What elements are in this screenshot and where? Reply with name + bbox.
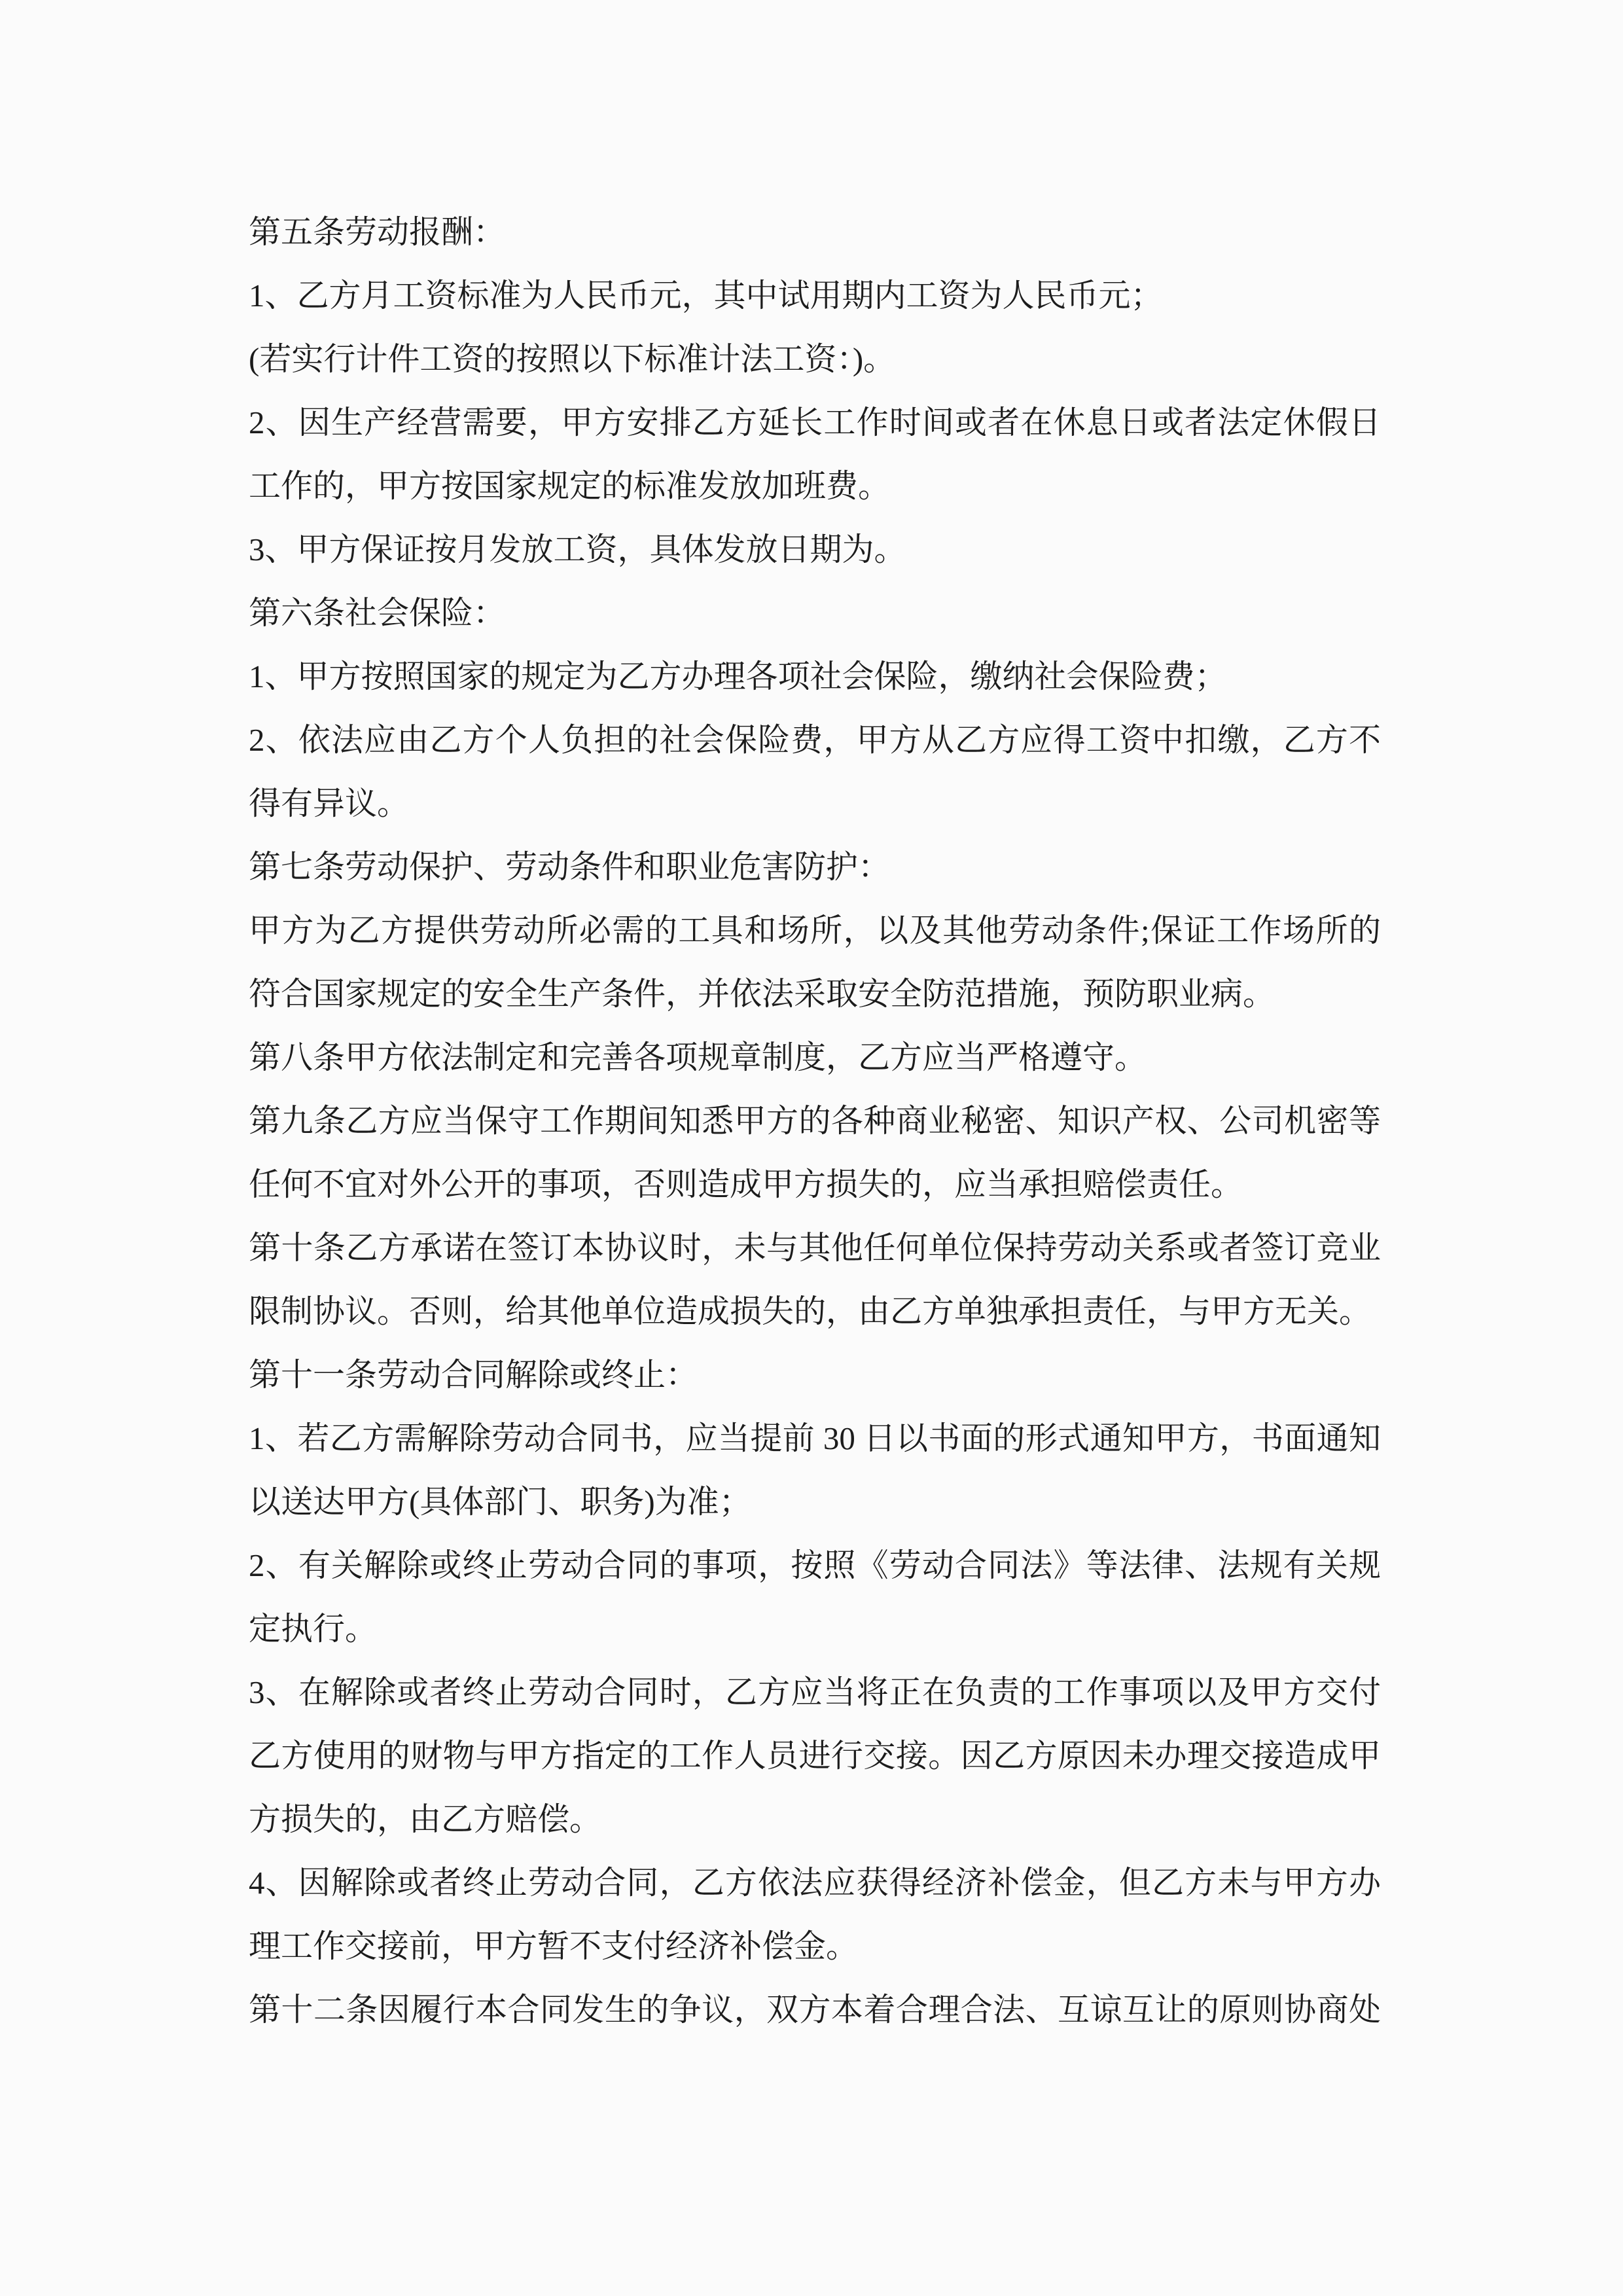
text-line: 2、有关解除或终止劳动合同的事项，按照《劳动合同法》等法律、法规有关规 bbox=[249, 1547, 1381, 1583]
text-line: 限制协议。否则，给其他单位造成损失的，由乙方单独承担责任，与甲方无关。 bbox=[249, 1293, 1372, 1329]
text-line: 第十一条劳动合同解除或终止： bbox=[249, 1357, 698, 1393]
text-line: 第七条劳动保护、劳动条件和职业危害防护： bbox=[249, 849, 891, 885]
text-line: 理工作交接前，甲方暂不支付经济补偿金。 bbox=[249, 1928, 859, 1964]
text-line: 第十条乙方承诺在签订本协议时，未与其他任何单位保持劳动关系或者签订竞业 bbox=[249, 1230, 1381, 1266]
text-line: 1、若乙方需解除劳动合同书，应当提前 30 日以书面的形式通知甲方，书面通知 bbox=[249, 1420, 1381, 1456]
text-line: 2、依法应由乙方个人负担的社会保险费，甲方从乙方应得工资中扣缴，乙方不 bbox=[249, 722, 1381, 758]
text-line: 甲方为乙方提供劳动所必需的工具和场所，以及其他劳动条件;保证工作场所的 bbox=[249, 912, 1381, 948]
text-line: 方损失的，由乙方赔偿。 bbox=[249, 1801, 602, 1837]
text-line: 3、在解除或者终止劳动合同时，乙方应当将正在负责的工作事项以及甲方交付 bbox=[249, 1674, 1381, 1710]
text-line: 第八条甲方依法制定和完善各项规章制度，乙方应当严格遵守。 bbox=[249, 1039, 1147, 1075]
text-line: 乙方使用的财物与甲方指定的工作人员进行交接。因乙方原因未办理交接造成甲 bbox=[249, 1738, 1381, 1774]
text-line: 第十二条因履行本合同发生的争议，双方本着合理合法、互谅互让的原则协商处 bbox=[249, 1992, 1381, 2028]
text-line: 符合国家规定的安全生产条件，并依法采取安全防范措施，预防职业病。 bbox=[249, 976, 1275, 1012]
text-line: 定执行。 bbox=[249, 1611, 378, 1647]
text-line: 2、因生产经营需要，甲方安排乙方延长工作时间或者在休息日或者法定休假日 bbox=[249, 404, 1381, 440]
text-line: 得有异议。 bbox=[249, 785, 410, 821]
text-line: 4、因解除或者终止劳动合同，乙方依法应获得经济补偿金，但乙方未与甲方办 bbox=[249, 1865, 1381, 1901]
text-line: (若实行计件工资的按照以下标准计法工资：)。 bbox=[249, 341, 896, 377]
text-line: 第九条乙方应当保守工作期间知悉甲方的各种商业秘密、知识产权、公司机密等 bbox=[249, 1103, 1381, 1139]
text-line: 工作的，甲方按国家规定的标准发放加班费。 bbox=[249, 468, 891, 504]
text-line: 3、甲方保证按月发放工资，具体发放日期为。 bbox=[249, 531, 906, 567]
text-line: 第六条社会保险： bbox=[249, 595, 506, 631]
text-line: 1、乙方月工资标准为人民币元，其中试用期内工资为人民币元； bbox=[249, 278, 1163, 314]
contract-text-block bbox=[249, 200, 1381, 2041]
text-line: 任何不宜对外公开的事项，否则造成甲方损失的，应当承担赔偿责任。 bbox=[249, 1166, 1243, 1202]
text-line: 第五条劳动报酬： bbox=[249, 214, 506, 250]
text-line: 1、甲方按照国家的规定为乙方办理各项社会保险，缴纳社会保险费； bbox=[249, 658, 1227, 694]
text-line: 以送达甲方(具体部门、职务)为准； bbox=[249, 1484, 751, 1520]
